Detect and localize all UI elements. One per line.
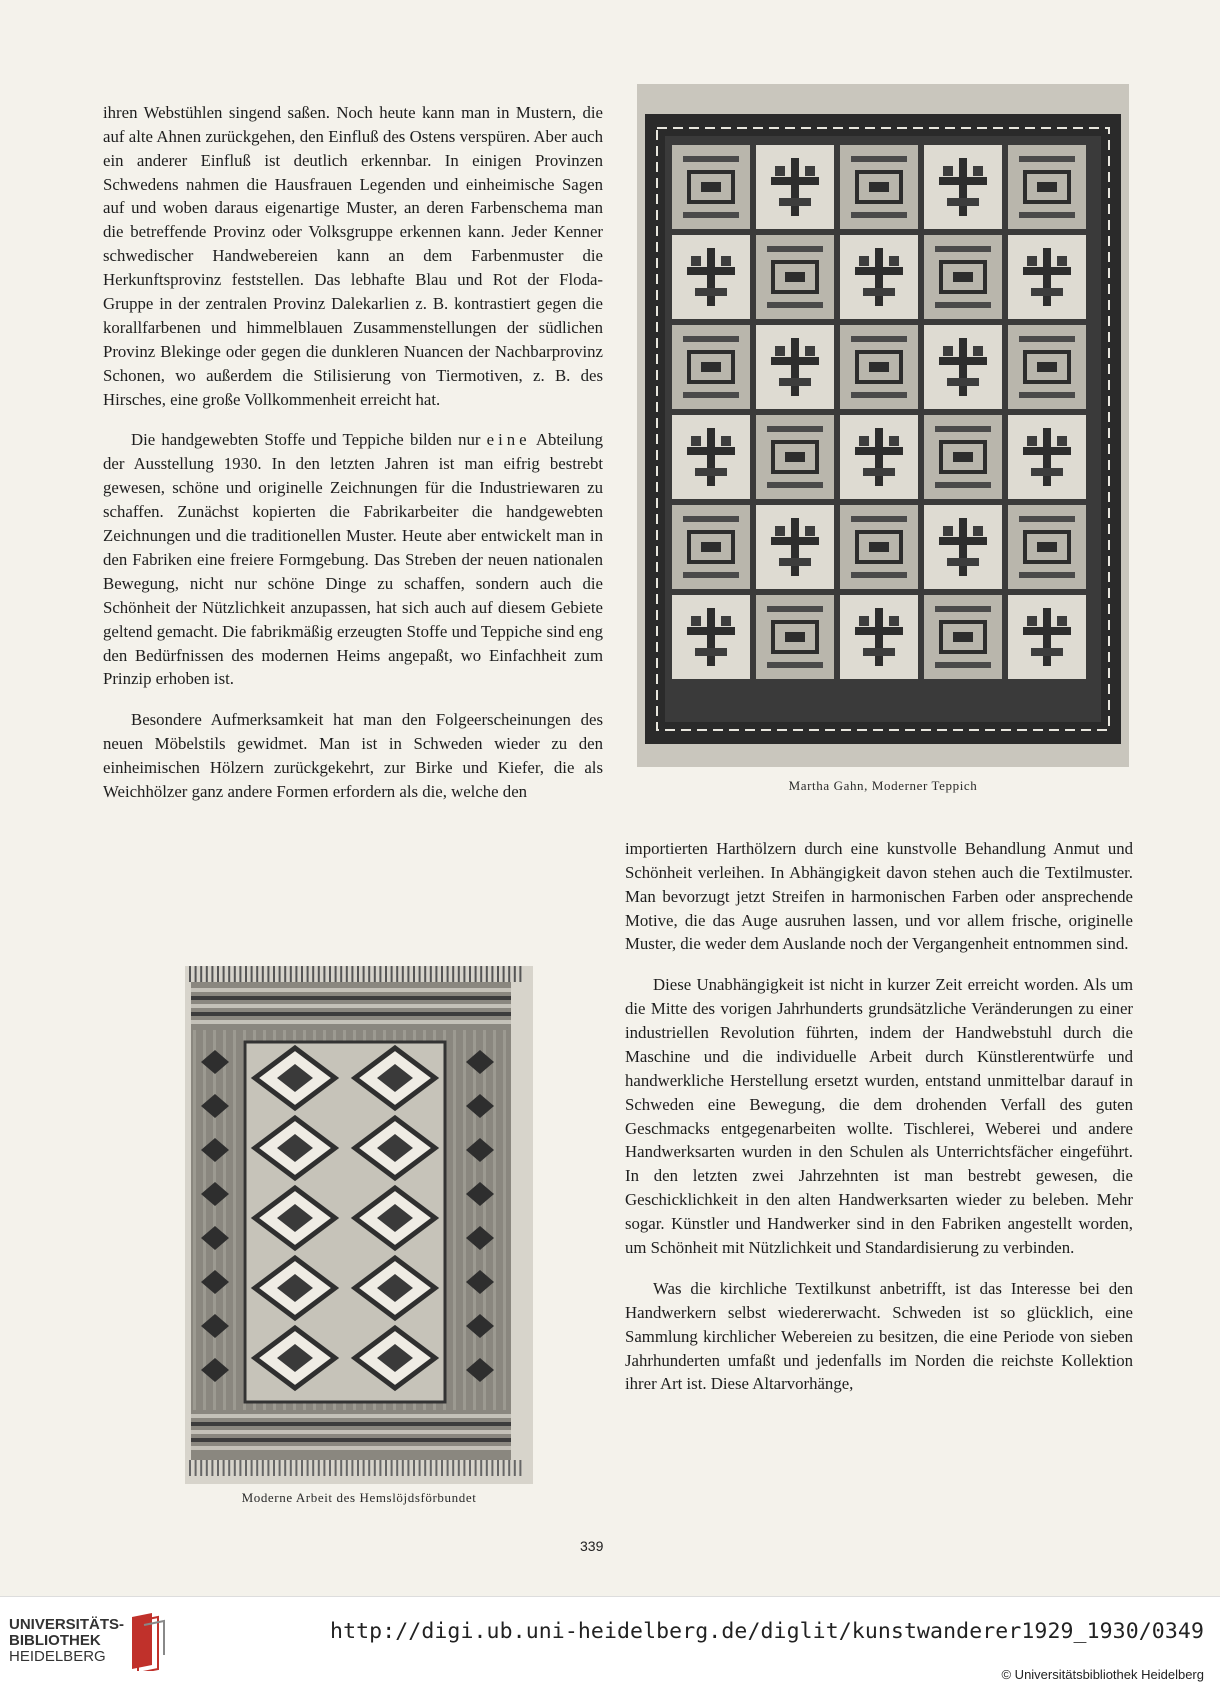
- permalink-url[interactable]: http://digi.ub.uni-heidelberg.de/diglit/kunstwanderer1929_1930/0349: [330, 1619, 1204, 1644]
- logo-line: BIBLIOTHEK: [9, 1632, 101, 1649]
- paragraph-start: Die handgewebten Stoffe und Teppiche bilden nur: [131, 430, 481, 450]
- copyright-notice: © Universitätsbibliothek Heidelberg: [1001, 1667, 1204, 1682]
- rug-photo-grid: [637, 84, 1129, 767]
- library-logo-text[interactable]: [9, 1617, 124, 1665]
- emphasized-word: eine: [486, 430, 531, 450]
- right-text-column: [625, 820, 1133, 1413]
- figure-caption-bottom: Moderne Arbeit des Hemslöjdsförbundet: [241, 1490, 477, 1505]
- paragraph: Was die kirchliche Textilkunst anbetrifft, ist das Interesse bei den Handwerkern selbst wiedererwacht. Schweden ist so glücklich, eine Sammlung kirchlicher Webereien zu besitzen, die eine Periode von sieben Jahrhunderten umfaßt und jedenfalls im Norden die reichste Kollektion ihrer Art ist. Diese Altarvorhänge,: [625, 1278, 1133, 1394]
- logo-line: UNIVERSITÄTS-: [9, 1616, 125, 1633]
- page-number: 339: [580, 1538, 604, 1554]
- rug-photo-diamond: [185, 966, 533, 1484]
- paragraph: [103, 428, 603, 691]
- logo-line: HEIDELBERG: [9, 1648, 106, 1665]
- paragraph: Diese Unabhängigkeit ist nicht in kurzer Zeit erreicht worden. Als um die Mitte des vorigen Jahrhunderts grundsätzliche Veränderungen zu einer industriellen Revolution führten, indem der Handwebstuhl durch die Maschine und die individuelle Arbeit durch Künstlerentwürfe und handwerkliche Herstellung ersetzt wurden, entstand unmittelbar darauf in Schweden eine Bewegung, die dem drohenden Verfall des guten Geschmacks entgegenarbeiten wollte. Tischlerei, Weberei und andere Handwerksarten wurden in den Schulen als Unterrichtsfächer eingeführt. In den letzten zwei Jahrzehnten ist man bestrebt gewesen, die Geschicklichkeit in den alten Handwerksarten wieder zu beleben. Mehr sogar. Künstler und Handwerker sind in den Fabriken angestellt worden, um Schönheit mit Nützlichkeit und Standardisierung zu verbinden.: [625, 975, 1133, 1258]
- paragraph-rest: Abteilung der Ausstellung 1930. In den letzten Jahren ist man eifrig bestrebt gewesen, schöne und originelle Zeichnungen für die Industriewaren zu schaffen. Zunächst kopierten die Fabrikarbeiter die handgewebten Zeichnungen und die traditionellen Muster. Heute aber entwickelt man in den Fabriken eine freiere Formgebung. Das Streben der neuen nationalen Bewegung, nicht nur schöne Dinge zu schaffen, sondern auch die Schönheit der Nützlichkeit anzupassen, hat sich auch auf diesem Gebiete geltend gemacht. Die fabrikmäßig erzeugten Stoffe und Teppiche sind eng den Bedürfnissen des modernen Heims angepaßt, wo Einfachheit zum Prinzip erhoben ist.: [103, 430, 603, 689]
- figure-caption-top: Martha Gahn, Moderner Teppich: [788, 778, 978, 793]
- paragraph: ihren Webstühlen singend saßen. Noch heute kann man in Mustern, die auf alte Ahnen zurückgehen, den Einfluß des Ostens verspüren. Aber auch ein anderer Einfluß ist deutlich erkennbar. In einigen Provinzen Schwedens nahmen die Hausfrauen Legenden und einheimische Sagen auf und woben daraus eigenartige Muster, an deren Farbenschema man die betreffende Provinz oder Volksgruppe erkennen kann. Jeder Kenner schwedischer Handwebereien kann an dem Farbenmuster die Herkunftsprovinz feststellen. Das lebhafte Blau und Rot der Floda-Gruppe in der zentralen Provinz Dalekarlien z. B. kontrastiert gegen die korallfarbenen und himmelblauen Zusammenstellungen der südlichen Provinz Blekinge oder gegen die dunkleren Nuancen der Nachbarprovinz Schonen, wo außerdem die Stilisierung von Tiermotiven, z. B. des Hirsches, eine große Vollkommenheit erreicht hat.: [103, 102, 603, 409]
- paragraph: importierten Harthölzern durch eine kunstvolle Behandlung Anmut und Schönheit verleihen. In Abhängigkeit davon stehen auch die Textilmuster. Man bevorzugt jetzt Streifen in harmonischen Farben oder ansprechende Motive, die das Auge ausruhen lassen, und vor allem frische, originelle Muster, die weder dem Auslande noch der Vergangenheit entnommen sind.: [625, 838, 1133, 954]
- left-text-column: [103, 84, 603, 821]
- library-logo-icon[interactable]: [124, 1611, 168, 1676]
- footer-bar: [0, 1596, 1220, 1693]
- paragraph: Besondere Aufmerksamkeit hat man den Folgeerscheinungen des neuen Möbelstils gewidmet. Man ist in Schweden wieder zu den einheimischen Hölzern zurückgekehrt, zur Birke und Kiefer, die als Weichhölzer ganz andere Formen erfordern als die, welche den: [103, 710, 603, 801]
